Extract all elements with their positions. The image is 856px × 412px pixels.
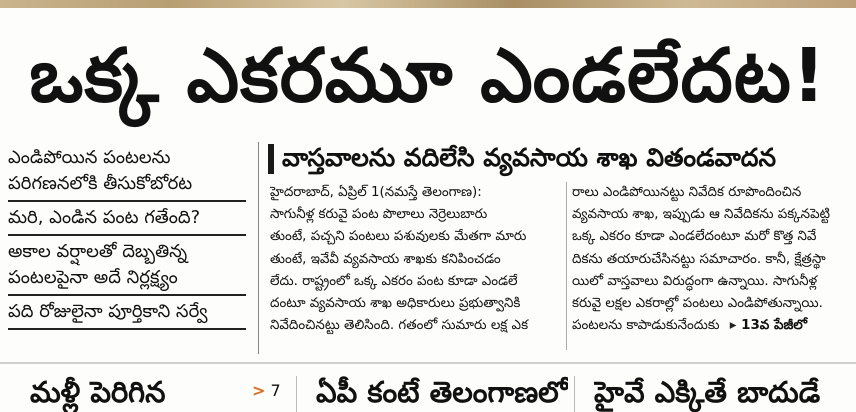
top-photo-strip (0, 0, 856, 8)
sidebar-highlights (8, 142, 246, 330)
article-column-2 (572, 182, 854, 337)
sidebar-line: పరిగణనలోకి తీసుకోబోరట (8, 173, 193, 194)
article-line: కరువై లక్షల ఎకరాల్లో పంటలు ఎండిపోతున్నాయి. (572, 296, 823, 312)
article-line (572, 315, 854, 337)
triangle-right-icon: ▸ (729, 318, 737, 334)
continued-on-page-label: 13వ పేజీలో (741, 318, 808, 334)
article-line-text: పంటలను కాపాడుకునేందుకు (572, 318, 720, 334)
sidebar-line: అకాల వర్షాలతో దెబ్బతిన్న (8, 241, 188, 262)
article-line: సాగునీళ్ల కరువై పంట పొలాలు నెర్రెలుబారు (270, 207, 488, 223)
article-line: తుంటే, ఇవేవీ వ్యవసాయ శాఖకు కనిపించడం (270, 251, 501, 267)
article-column-1 (270, 182, 562, 337)
teaser-headline-3[interactable]: హైవే ఎక్కితే బాదుడే (594, 375, 821, 409)
article-line: రాలు ఎండిపోయినట్టు నివేదిక రూపొందించిన (572, 185, 802, 200)
continued-on-page-link[interactable] (730, 318, 807, 333)
article-line: యిలో వాస్తవాలు విరుద్ధంగా ఉన్నాయి. సాగునీళ్ల (572, 273, 818, 289)
sidebar-line: పంటలపైనా అదే నిర్లక్ష్యం (8, 267, 178, 288)
article-line: హైదరాబాద్, ఏప్రిల్ 1(నమస్తే తెలంగాణ): (270, 185, 482, 200)
teaser-headline-1[interactable]: మళ్లీ పెరిగిన (30, 375, 166, 409)
sidebar-item (8, 202, 246, 236)
chevron-right-icon: > (252, 381, 266, 400)
main-headline: ఒక్క ఎకరమూ ఎండలేదట! (29, 33, 827, 119)
sidebar-line: ఎండిపోయిన పంటలను (8, 147, 171, 168)
sidebar-item (8, 296, 246, 330)
sidebar-item (8, 142, 246, 202)
article-line: లేదు. రాష్ట్రంలో ఒక్క ఎకరం పంట కూడా ఎండలే (270, 273, 518, 289)
teaser-page-ref[interactable] (252, 380, 281, 402)
sidebar-line: పది రోజులైనా పూర్తికాని సర్వే (8, 301, 208, 322)
article-line: వ్యవసాయ శాఖ, ఇప్పుడు ఆ నివేదికను పక్కనపెట్టి (572, 207, 830, 223)
teaser-divider (296, 376, 297, 412)
teaser-headline-2[interactable]: ఏపీ కంటే తెలంగాణలో (316, 375, 568, 409)
subhead-text: వాస్తవాలను వదిలేసి వ్యవసాయ శాఖ వితండవాదన (282, 143, 776, 172)
sidebar-item (8, 236, 246, 296)
teaser-page-number: 7 (270, 381, 281, 400)
article-line: తుంటే, పచ్చని పంటలు పశువులకు మేతగా మారు (270, 229, 527, 245)
article-line: నివేదించినట్టు తెలిసింది. గతంలో సుమారు లక్ష ఎక (270, 318, 529, 334)
article-line: ఒక్క ఎకరం కూడా ఎండలేదంటూ మరో కొత్త నివే (572, 229, 817, 245)
section-rule (0, 362, 856, 364)
sidebar-line: మరి, ఎండిన పంట గతేంది? (8, 207, 201, 228)
article-column-divider (566, 182, 567, 350)
teaser-divider (574, 376, 575, 412)
article-subhead (268, 140, 854, 176)
article-line: దికను తయారుచేసినట్టు సమాచారం. కానీ, క్షేత్రస్థా (572, 251, 826, 267)
article-line: దంటూ వ్యవసాయ శాఖ అధికారులు ప్రభుత్వానికి (270, 296, 521, 312)
column-divider (258, 142, 259, 354)
